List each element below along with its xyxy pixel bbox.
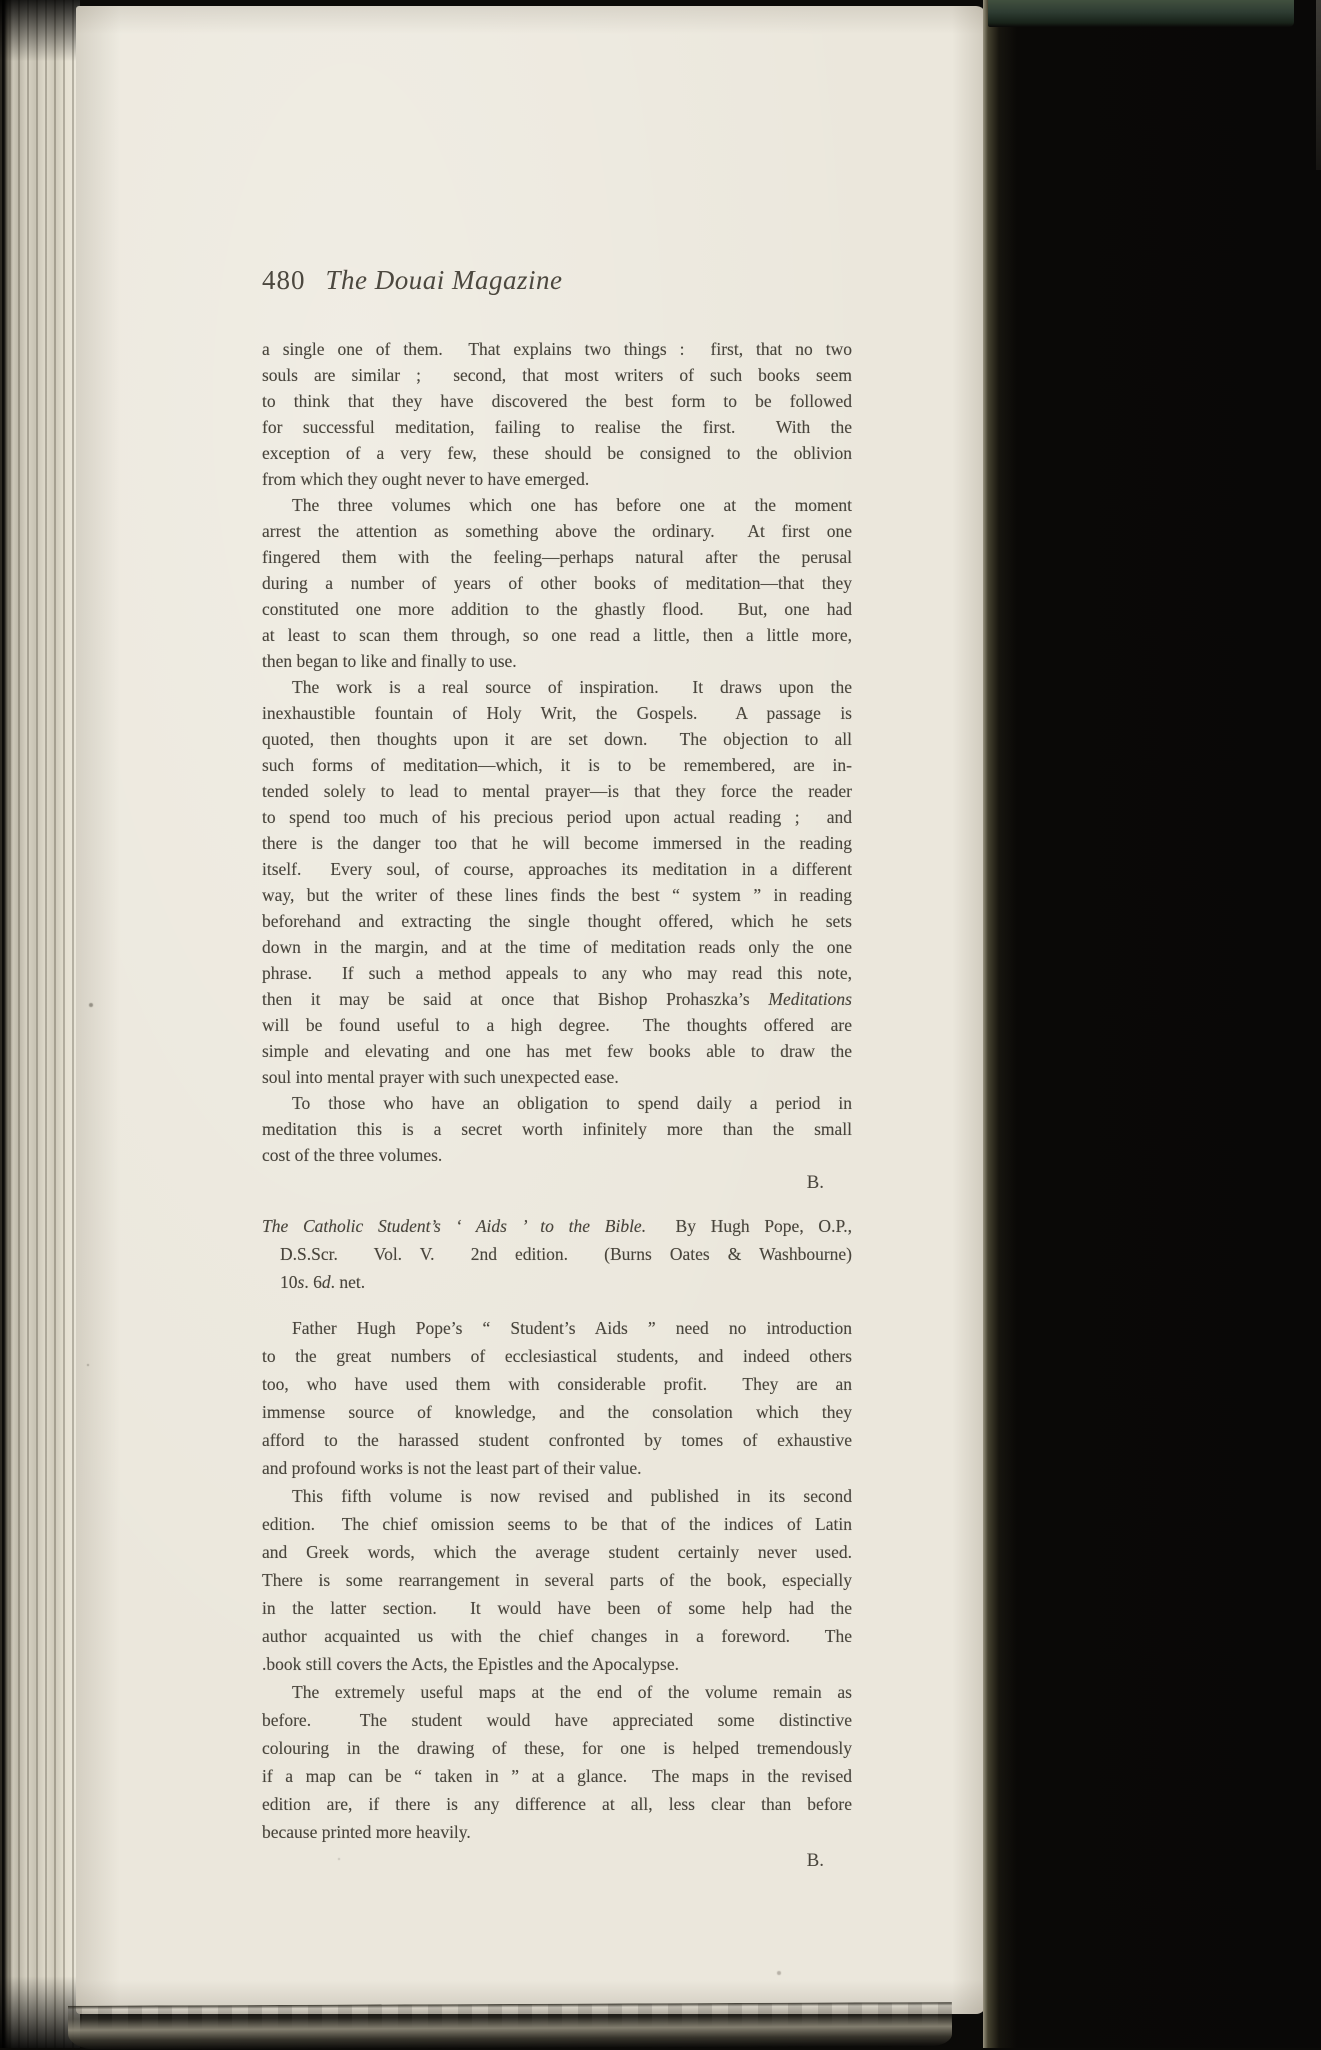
scan-background — [983, 0, 1321, 2048]
text-line: D.S.Scr. Vol. V. 2nd edition. (Burns Oates & Washbourne) — [280, 1244, 852, 1264]
text-line: The three volumes which one has before one at the moment — [292, 495, 852, 515]
text-line: will be found useful to a high degree. The thoughts offered are — [262, 1015, 852, 1035]
text-line: This fifth volume is now revised and published in its second — [292, 1486, 852, 1506]
book-page — [76, 6, 986, 2014]
text-line: quoted, then thoughts upon it are set down. The objection to all — [262, 729, 852, 749]
paragraph — [262, 1314, 852, 1482]
signature-initial: B. — [806, 1850, 824, 1871]
page-curl — [68, 2002, 952, 2050]
review-aids-to-the-bible — [262, 1212, 852, 1872]
paragraph — [262, 1678, 852, 1846]
text-line: and profound works is not the least part of their value. — [262, 1458, 642, 1478]
text-line: The extremely useful maps at the end of the volume remain as — [292, 1682, 852, 1702]
text-line: at least to scan them through, so one read a little, then a little more, — [262, 625, 852, 645]
text-line: tended solely to lead to mental prayer—is that they force the reader — [262, 781, 852, 801]
page-header — [262, 262, 562, 303]
text-line: Father Hugh Pope’s “ Student’s Aids ” need no introduction — [292, 1318, 852, 1338]
text-line: meditation this is a secret worth infinitely more than the small — [262, 1119, 852, 1139]
text-line: fingered them with the feeling—perhaps natural after the perusal — [262, 547, 852, 567]
text-line: down in the margin, and at the time of meditation reads only the one — [262, 937, 852, 957]
review-meditations — [262, 336, 852, 1194]
text-line: edition. The chief omission seems to be that of the indices of Latin — [262, 1514, 852, 1534]
text-line: souls are similar ; second, that most writers of such books seem — [262, 365, 852, 385]
text-line: immense source of knowledge, and the consolation which they — [262, 1402, 852, 1422]
text-line: 10s. 6d. net. — [280, 1272, 366, 1292]
text-line: afford to the harassed student confronted by tomes of exhaustive — [262, 1430, 852, 1450]
paragraph — [262, 336, 852, 492]
text-line: then began to like and finally to use. — [262, 651, 517, 671]
signature-initial: B. — [806, 1172, 824, 1193]
review-body — [262, 336, 852, 1168]
text-line: during a number of years of other books of meditation—that they — [262, 573, 852, 593]
paragraph — [262, 1482, 852, 1678]
text-line: author acquainted us with the chief changes in a foreword. The — [262, 1626, 852, 1646]
text-line: soul into mental prayer with such unexpected ease. — [262, 1067, 619, 1087]
text-line: beforehand and extracting the single thought offered, which he sets — [262, 911, 852, 931]
paragraph — [262, 1212, 852, 1296]
text-line: cost of the three volumes. — [262, 1145, 443, 1165]
book-cover-edge — [988, 0, 1294, 27]
paragraph — [262, 1090, 852, 1168]
text-line: There is some rearrangement in several parts of the book, especially — [262, 1570, 852, 1590]
text-line: phrase. If such a method appeals to any who may read this note, — [262, 963, 852, 983]
text-line: arrest the attention as something above the ordinary. At first one — [262, 521, 852, 541]
text-line: The work is a real source of inspiration. It draws upon the — [292, 677, 852, 697]
text-line: if a map can be “ taken in ” at a glance. The maps in the revised — [262, 1766, 852, 1786]
text-line: to spend too much of his precious period upon actual reading ; and — [262, 807, 852, 827]
text-line: for successful meditation, failing to realise the first. With the — [262, 417, 852, 437]
text-line: constituted one more addition to the ghastly flood. But, one had — [262, 599, 852, 619]
paragraph — [262, 674, 852, 1090]
text-line: to think that they have discovered the best form to be followed — [262, 391, 852, 411]
text-line: before. The student would have appreciated some distinctive — [262, 1710, 852, 1730]
text-line: exception of a very few, these should be consigned to the oblivion — [262, 443, 852, 463]
scan-edge-highlight — [1316, 0, 1321, 170]
text-line: The Catholic Student’s ‘ Aids ’ to the Bible. By Hugh Pope, O.P., — [262, 1216, 852, 1236]
text-line: colouring in the drawing of these, for one is helped tremendously — [262, 1738, 852, 1758]
text-line: itself. Every soul, of course, approaches its meditation in a different — [262, 859, 852, 879]
text-line: .book still covers the Acts, the Epistles and the Apocalypse. — [262, 1654, 680, 1674]
text-line: because printed more heavily. — [262, 1822, 471, 1842]
text-line: there is the danger too that he will become immersed in the reading — [262, 833, 852, 853]
page-number: 480 — [262, 265, 306, 295]
text-line: way, but the writer of these lines finds the best “ system ” in reading — [262, 885, 852, 905]
paragraph — [262, 492, 852, 674]
text-line: too, who have used them with considerable profit. They are an — [262, 1374, 852, 1394]
magazine-title: The Douai Magazine — [325, 265, 563, 295]
text-line: inexhaustible fountain of Holy Writ, the Gospels. A passage is — [262, 703, 852, 723]
text-line: then it may be said at once that Bishop Prohaszka’s Meditations — [262, 989, 852, 1009]
text-line: such forms of meditation—which, it is to be remembered, are in- — [262, 755, 852, 775]
text-line: from which they ought never to have emerged. — [262, 469, 590, 489]
stacked-page-edges — [0, 0, 80, 2048]
review-body — [262, 1314, 852, 1846]
text-line: to the great numbers of ecclesiastical students, and indeed others — [262, 1346, 852, 1366]
text-line: in the latter section. It would have been of some help had the — [262, 1598, 852, 1618]
text-line: To those who have an obligation to spend daily a period in — [292, 1093, 852, 1113]
text-line: simple and elevating and one has met few books able to draw the — [262, 1041, 852, 1061]
text-line: edition are, if there is any difference at all, less clear than before — [262, 1794, 852, 1814]
text-line: and Greek words, which the average student certainly never used. — [262, 1542, 852, 1562]
text-line: a single one of them. That explains two things : first, that no two — [262, 339, 852, 359]
review-heading — [262, 1212, 852, 1296]
